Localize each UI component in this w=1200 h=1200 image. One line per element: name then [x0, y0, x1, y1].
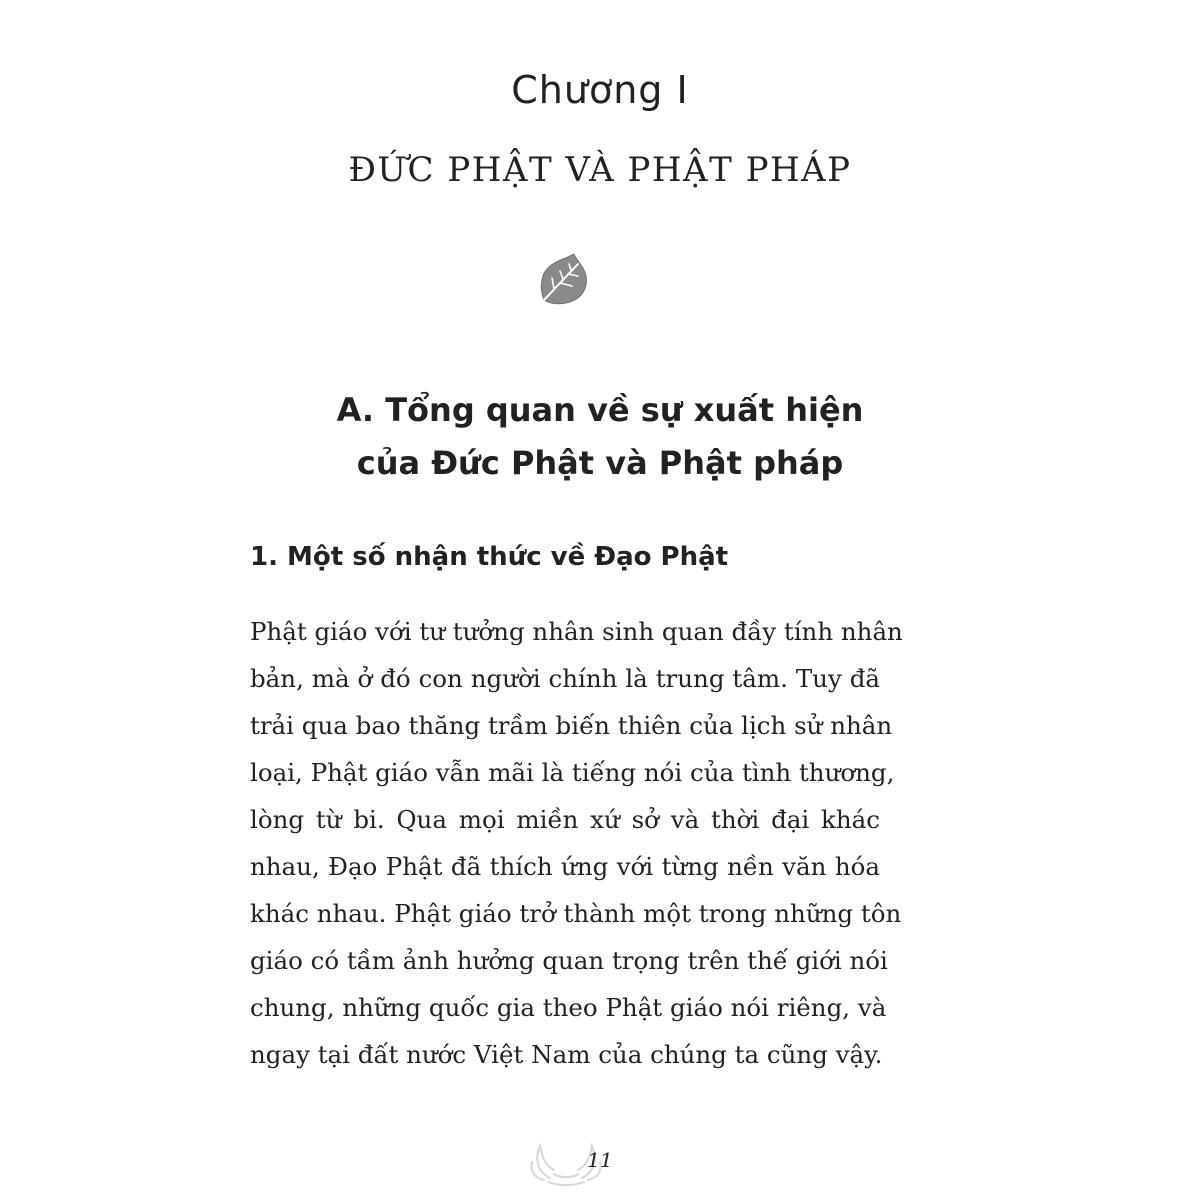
body-line: nhau, Đạo Phật đã thích ứng với từng nền văn hóa — [250, 852, 880, 881]
body-line: trải qua bao thăng trầm biến thiên của lịch sử nhân — [250, 711, 893, 740]
body-line: chung, những quốc gia theo Phật giáo nói riêng, và — [250, 993, 887, 1022]
body-line: ngay tại đất nước Việt Nam của chúng ta cũng vậy. — [250, 1040, 883, 1069]
body-line: giáo có tầm ảnh hưởng quan trọng trên thế giới nói — [250, 946, 888, 975]
body-line: lòng từ bi. Qua mọi miền xứ sở và thời đại khác — [250, 805, 880, 834]
subsection-heading: 1. Một số nhận thức về Đạo Phật — [250, 542, 729, 572]
body-paragraph — [250, 608, 903, 1078]
body-line: bản, mà ở đó con người chính là trung tâm. Tuy đã — [250, 664, 880, 693]
section-heading-line: của Đức Phật và Phật pháp — [356, 444, 844, 482]
body-line: loại, Phật giáo vẫn mãi là tiếng nói của tình thương, — [250, 758, 895, 787]
bodhi-leaf-icon — [538, 252, 590, 308]
chapter-label: Chương I — [511, 68, 689, 112]
page-number: 11 — [587, 1148, 613, 1172]
section-heading-line: A. Tổng quan về sự xuất hiện — [336, 391, 864, 429]
body-line: khác nhau. Phật giáo trở thành một trong những tôn — [250, 899, 902, 928]
chapter-title: ĐỨC PHẬT VÀ PHẬT PHÁP — [348, 150, 852, 190]
section-heading — [0, 384, 1200, 490]
body-line: Phật giáo với tư tưởng nhân sinh quan đầy tính nhân — [250, 617, 903, 646]
